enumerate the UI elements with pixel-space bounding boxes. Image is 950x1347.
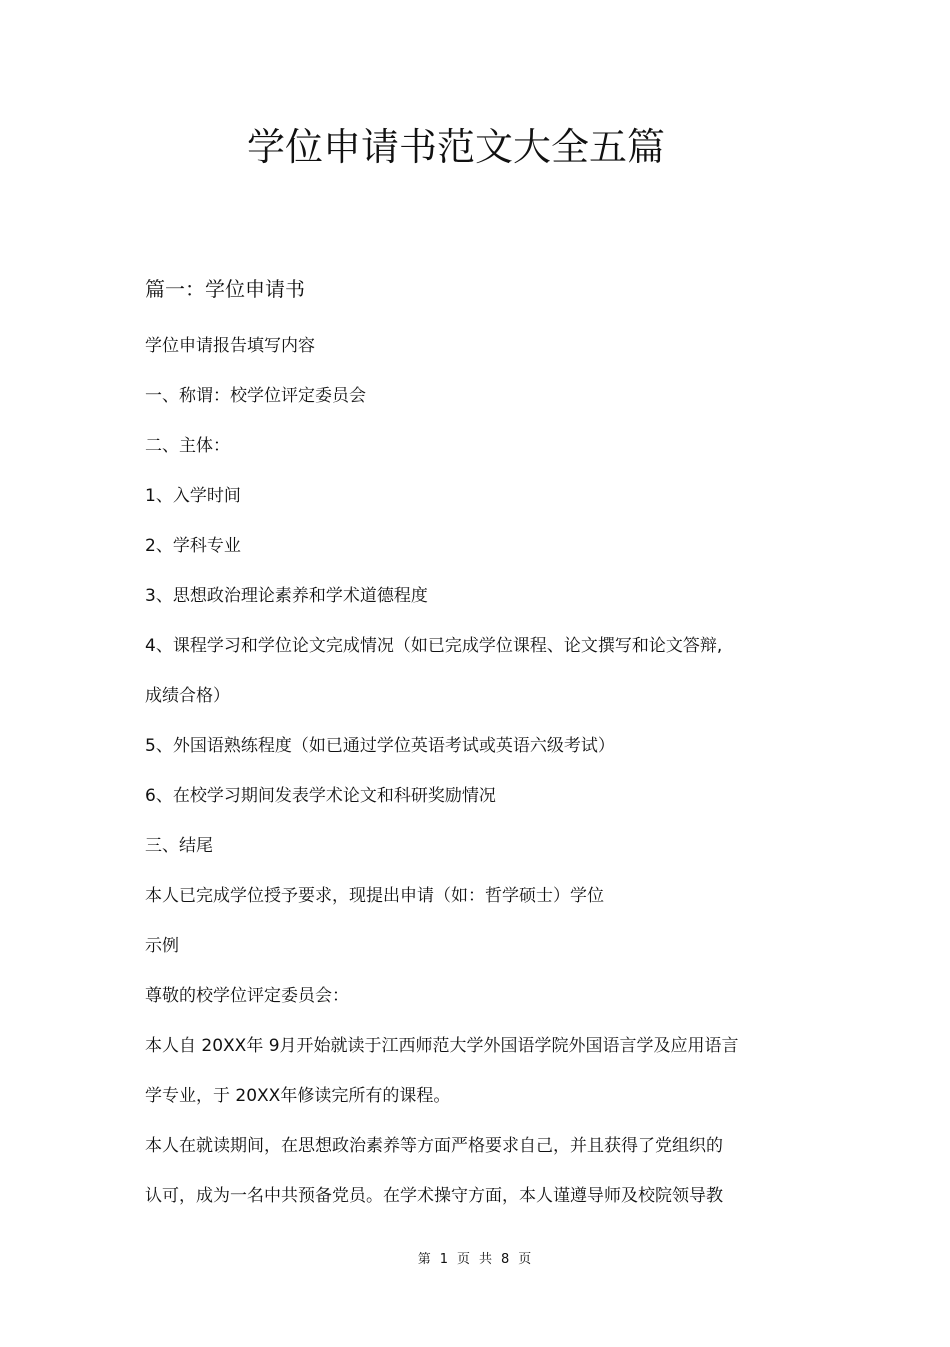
footer-total-pages: 8 (501, 1252, 511, 1267)
document-title: 学位申请书范文大全五篇 (246, 125, 665, 169)
footer-label-ye: 页 (518, 1252, 533, 1267)
body-line: 尊敬的校学位评定委员会： (145, 986, 349, 1006)
body-line: 1、入学时间 (145, 486, 241, 506)
section-title: 篇一：学位申请书 (145, 277, 305, 301)
footer-label-ye: 页 (456, 1252, 471, 1267)
body-line: 学专业，于 20XX年修读完所有的课程。 (145, 1086, 451, 1106)
body-line: 成绩合格） (145, 686, 230, 706)
body-line: 学位申请报告填写内容 (145, 336, 315, 356)
document-body (145, 331, 785, 1231)
footer-current-page: 1 (439, 1252, 449, 1267)
body-line: 认可，成为一名中共预备党员。在学术操守方面，本人谨遵导师及校院领导教 (145, 1186, 723, 1206)
body-line: 三、结尾 (145, 836, 213, 856)
body-line: 本人在就读期间，在思想政治素养等方面严格要求自己，并且获得了党组织的 (145, 1136, 723, 1156)
footer-label-di: 第 (417, 1252, 432, 1267)
body-line: 6、在校学习期间发表学术论文和科研奖励情况 (145, 786, 496, 806)
body-line: 示例 (145, 936, 179, 956)
body-line: 本人自 20XX年 9月开始就读于江西师范大学外国语学院外国语言学及应用语言 (145, 1036, 739, 1056)
page-footer (0, 1250, 950, 1270)
footer-label-gong: 共 (479, 1252, 494, 1267)
body-line: 一、称谓：校学位评定委员会 (145, 386, 366, 406)
body-line: 5、外国语熟练程度（如已通过学位英语考试或英语六级考试） (145, 736, 615, 756)
body-line: 2、学科专业 (145, 536, 241, 556)
body-line: 4、课程学习和学位论文完成情况（如已完成学位课程、论文撰写和论文答辩, (145, 636, 723, 656)
body-line: 本人已完成学位授予要求，现提出申请（如：哲学硕士）学位 (145, 886, 604, 906)
body-line: 二、主体： (145, 436, 230, 456)
body-line: 3、思想政治理论素养和学术道德程度 (145, 586, 428, 606)
